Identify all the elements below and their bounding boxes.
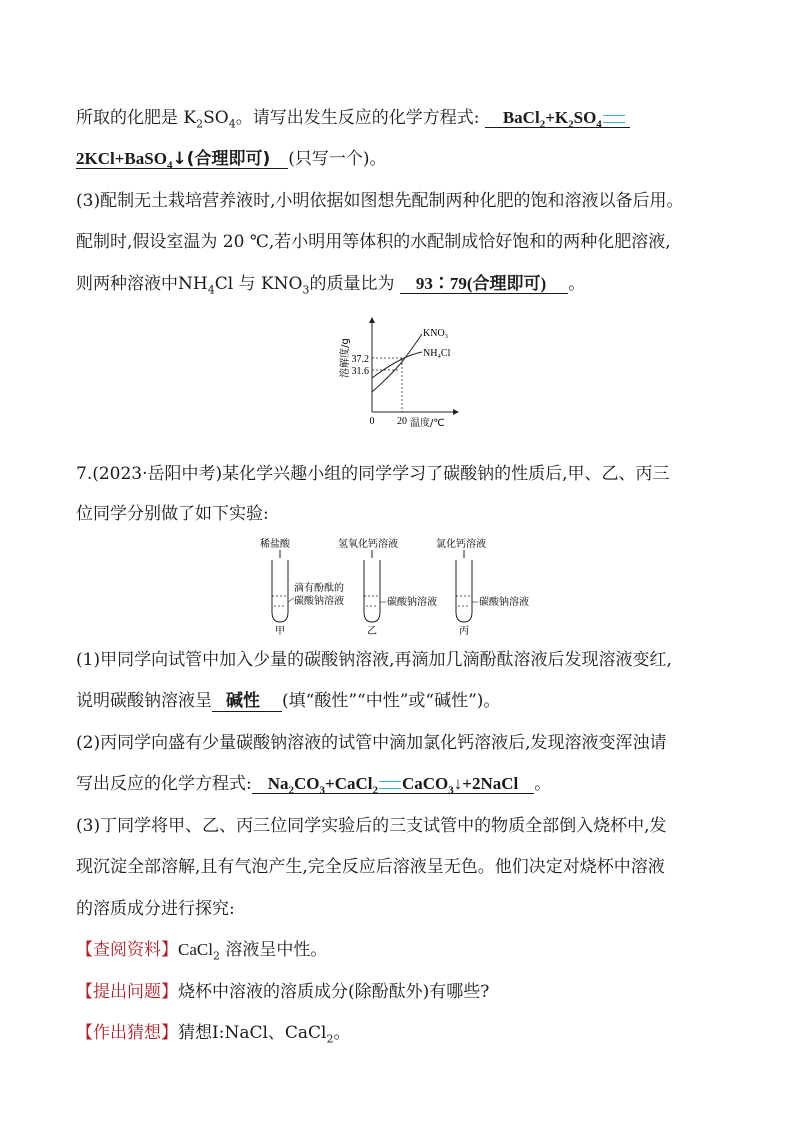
tube1-name: 甲 [275,626,285,636]
text: Cl 与 KNO [214,274,303,294]
subscript: 4 [596,118,602,131]
x-tick-20: 20 [397,416,407,427]
q7-3-line-3: 的溶质成分进行探究: [76,899,235,919]
text: 的质量比为 [309,274,395,294]
eq-part: CO [294,774,320,793]
tube3-name: 丙 [459,626,469,636]
text: 溶液呈中性。 [219,940,328,960]
tube3 [456,560,472,622]
q7-1-line-1: (1)甲同学向试管中加入少量的碳酸钠溶液,再滴加几滴酚酞溶液后发现溶液变红, [76,650,672,670]
eq-part: BaCl [502,108,540,127]
double-line-equals [603,115,625,123]
text: 。 [333,1023,351,1043]
tube3-side: 碳酸钠溶液 [479,597,529,608]
tube1-side-1: 滴有酚酞的 [294,583,344,594]
subscript: 2 [196,117,204,131]
y-axis-label: 溶解度/g [340,338,351,378]
section-tag: 【查阅资料】 [76,940,178,960]
q7-1-line-2 [76,689,500,713]
section-tag: 【提出问题】 [76,982,178,1002]
test-tubes-figure [250,536,550,636]
text: 烧杯中溶液的溶质成分(除酚酞外)有哪些? [178,982,490,1002]
section-question [76,980,489,1004]
eq-part: CaCO [401,774,449,793]
q7-2-line-2 [76,772,551,802]
tube2 [364,560,380,622]
text: 所取的化肥是 K [76,108,197,128]
text: 说明碳酸钠溶液呈 [76,691,212,711]
q7-2-line-1: (2)丙同学向盛有少量碳酸钠溶液的试管中滴加氯化钙溶液后,发现溶液变浑浊请 [76,733,667,753]
subscript: 2 [326,1032,334,1046]
tube1-top-label: 稀盐酸 [260,539,290,550]
answer-basic: 碱性 [212,691,282,712]
kno3-label: KNO₃ [423,328,449,339]
q7-3-line-2: 现沉淀全部溶解,且有气泡产生,完全反应后溶液呈无色。他们决定对烧杯中溶液 [76,857,665,877]
text: 写出反应的化学方程式: [76,774,252,794]
tube2-name: 乙 [367,626,377,636]
section-hypothesis [76,1021,350,1051]
solubility-graph [330,312,480,432]
eq-part: ↓+2NaCl [453,774,519,793]
text: SO [203,108,229,128]
section-lookup [76,938,327,968]
eq-part: Na [267,774,289,793]
text: 。请写出发生反应的化学方程式: [235,108,480,128]
eq-part: +CaCl [325,774,373,793]
q3-line-2: 配制时,假设室温为 20 ℃,若小明用等体积的水配制成恰好饱和的两种化肥溶液, [76,232,671,252]
eq-part: SO [573,108,597,127]
double-line-equals [379,781,401,789]
subscript: 4 [166,159,173,172]
subscript: 4 [228,117,236,131]
subscript: 2 [288,784,295,797]
q7-3-line-1: (3)丁同学将甲、乙、丙三位同学实验后的三支试管中的物质全部倒入烧杯中,发 [76,816,667,836]
kno3-curve [372,334,422,392]
q7-line-2: 位同学分别做了如下实验: [76,504,269,524]
tube1 [272,560,288,622]
nh4cl-label: NH₄Cl [423,348,451,359]
subscript: 2 [539,118,546,131]
answer-equation-1-cont [76,149,288,172]
tube2-top-label: 氢氧化钙溶液 [338,539,398,550]
subscript: 2 [212,949,220,963]
answer-ratio: 93∶79(合理即可) [400,274,568,294]
x-axis-label: 温度/℃ [410,418,445,429]
subscript: 3 [319,784,326,797]
answer-equation-1 [485,108,630,131]
subscript: 2 [372,784,378,797]
subscript: 3 [302,283,310,297]
tube1-side-2: 碳酸钠溶液 [294,596,344,607]
paragraph-line-1 [76,106,630,136]
text: (只写一个)。 [288,149,387,169]
eq-part: ↓(合理即可) [172,149,271,169]
text: (填“酸性”“中性”或“碱性”)。 [282,691,501,711]
text: 。 [534,774,552,794]
text: 。 [568,274,586,294]
y-tick-316: 31.6 [351,366,369,377]
paragraph-line-2 [76,147,387,177]
q3-line-3 [76,272,585,302]
q3-line-1: (3)配制无土栽培营养液时,小明依据如图想先配制两种化肥的饱和溶液以备后用。 [76,191,684,211]
text: 则两种溶液中NH [76,274,208,294]
tube2-side: 碳酸钠溶液 [387,597,437,608]
eq-part: 2KCl+BaSO [76,149,167,168]
subscript: 4 [207,283,215,297]
section-tag: 【作出猜想】 [76,1023,178,1043]
q7-line-1: 7.(2023·岳阳中考)某化学兴趣小组的同学学习了碳酸钠的性质后,甲、乙、丙三 [76,464,670,484]
x-tick-0: 0 [369,416,375,427]
subscript: 3 [448,784,454,797]
eq-part: +K [545,108,569,127]
nh4cl-curve [372,352,422,378]
answer-equation-2 [252,774,535,797]
text: CaCl [178,940,213,959]
tube3-top-label: 氯化钙溶液 [436,539,486,550]
subscript: 2 [568,118,574,131]
y-tick-372: 37.2 [351,354,369,365]
text: 猜想Ⅰ:NaCl、CaCl [178,1023,327,1043]
